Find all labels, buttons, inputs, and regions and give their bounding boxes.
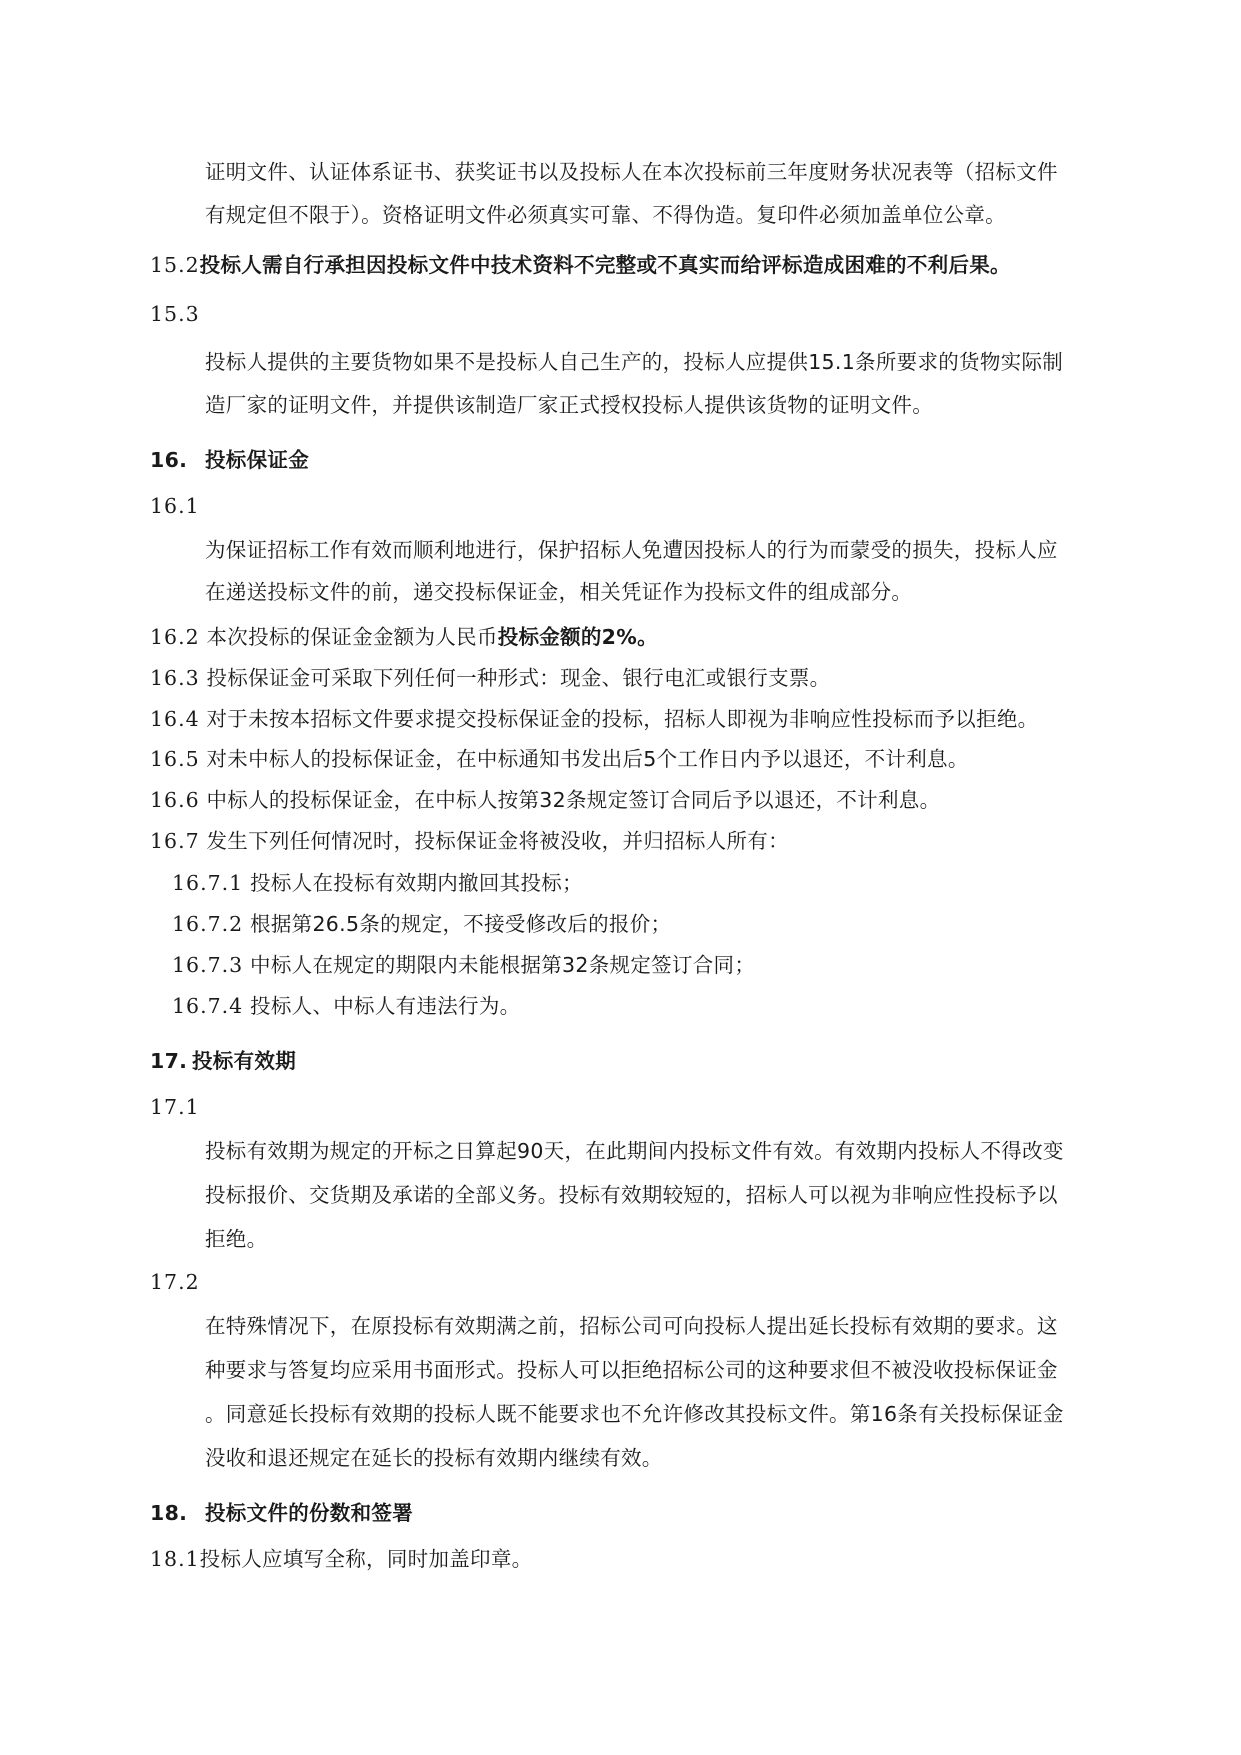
clause-16-7-1 xyxy=(172,869,583,897)
clause-15-2 xyxy=(150,251,1011,279)
clause-17-2-line-2: 种要求与答复均应采用书面形式。投标人可以拒绝招标公司的这种要求但不被没收投标保证金 xyxy=(205,1358,1058,1382)
clause-17-1-line-1: 投标有效期为规定的开标之日算起90天，在此期间内投标文件有效。有效期内投标人不得改变 xyxy=(205,1139,1064,1163)
clause-16-1-line-2: 在递送投标文件的前，递交投标保证金，相关凭证作为投标文件的组成部分。 xyxy=(205,580,913,604)
clause-16-4 xyxy=(150,705,1038,733)
clause-16-3 xyxy=(150,664,830,692)
clause-16-7-4 xyxy=(172,992,520,1020)
clause-16-1-line-1: 为保证招标工作有效而顺利地进行，保护招标人免遭因投标人的行为而蒙受的损失，投标人应 xyxy=(205,538,1058,562)
clause-16-5 xyxy=(150,745,969,773)
clause-15-3-number: 15.3 xyxy=(150,302,200,326)
clause-15-3-line-2: 造厂家的证明文件，并提供该制造厂家正式授权投标人提供该货物的证明文件。 xyxy=(205,393,933,417)
clause-15-3-line-1: 投标人提供的主要货物如果不是投标人自己生产的，投标人应提供15.1条所要求的货物实际制 xyxy=(205,350,1064,374)
clause-text: 中标人在规定的期限内未能根据第32条规定签订合同； xyxy=(250,953,756,977)
clause-number: 16.3 xyxy=(150,666,200,690)
clause-text: 发生下列任何情况时，投标保证金将被没收，并归招标人所有： xyxy=(206,829,789,853)
clause-text: 投标人应填写全称，同时加盖印章。 xyxy=(199,1547,533,1571)
clause-18-1 xyxy=(150,1545,532,1573)
clause-text: 投标保证金可采取下列任何一种形式：现金、银行电汇或银行支票。 xyxy=(206,666,831,690)
para-15-1-line-2: 有规定但不限于）。资格证明文件必须真实可靠、不得伪造。复印件必须加盖单位公章。 xyxy=(205,203,1006,227)
clause-text: 投标人、中标人有违法行为。 xyxy=(250,994,521,1018)
clause-16-7 xyxy=(150,827,789,855)
clause-17-2-line-3: 。同意延长投标有效期的投标人既不能要求也不允许修改其投标文件。第16条有关投标保证金 xyxy=(205,1402,1064,1426)
section-title: 投标有效期 xyxy=(192,1049,296,1073)
clause-number: 16.7.3 xyxy=(172,953,244,977)
clause-16-7-3 xyxy=(172,951,755,979)
section-title: 投标文件的份数和签署 xyxy=(205,1501,413,1525)
clause-number: 16.6 xyxy=(150,788,200,812)
clause-text: 本次投标的保证金金额为人民币 xyxy=(206,625,498,649)
clause-number: 16.5 xyxy=(150,747,200,771)
section-title: 投标保证金 xyxy=(205,448,309,472)
clause-text: 投标人在投标有效期内撤回其投标； xyxy=(250,871,583,895)
clause-16-7-2 xyxy=(172,910,671,938)
clause-text: 根据第26.5条的规定，不接受修改后的报价； xyxy=(250,912,672,936)
section-number: 16. xyxy=(150,448,188,472)
clause-17-2-line-4: 没收和退还规定在延长的投标有效期内继续有效。 xyxy=(205,1446,663,1470)
clause-number: 15.2 xyxy=(150,253,200,277)
clause-text: 对未中标人的投标保证金，在中标通知书发出后5个工作日内予以退还，不计利息。 xyxy=(206,747,969,771)
section-heading-18 xyxy=(150,1499,413,1527)
clause-text: 对于未按本招标文件要求提交投标保证金的投标，招标人即视为非响应性投标而予以拒绝。 xyxy=(206,707,1039,731)
clause-number: 18.1 xyxy=(150,1547,200,1571)
clause-17-1-line-3: 拒绝。 xyxy=(205,1227,268,1251)
section-heading-16 xyxy=(150,446,309,474)
clause-number: 16.7.4 xyxy=(172,994,244,1018)
clause-number: 16.7.2 xyxy=(172,912,244,936)
clause-16-2 xyxy=(150,623,658,651)
section-number: 17. xyxy=(150,1049,188,1073)
clause-17-2-number: 17.2 xyxy=(150,1270,200,1294)
clause-17-2-line-1: 在特殊情况下，在原投标有效期满之前，招标公司可向投标人提出延长投标有效期的要求。这 xyxy=(205,1314,1058,1338)
section-heading-17 xyxy=(150,1047,296,1075)
clause-text: 中标人的投标保证金，在中标人按第32条规定签订合同后予以退还，不计利息。 xyxy=(206,788,941,812)
clause-number: 16.7 xyxy=(150,829,200,853)
clause-17-1-number: 17.1 xyxy=(150,1095,200,1119)
clause-16-6 xyxy=(150,786,940,814)
clause-number: 16.4 xyxy=(150,707,200,731)
clause-number: 16.2 xyxy=(150,625,200,649)
clause-text-bold: 投标金额的2%。 xyxy=(497,625,658,649)
section-number: 18. xyxy=(150,1501,188,1525)
para-15-1-line-1: 证明文件、认证体系证书、获奖证书以及投标人在本次投标前三年度财务状况表等（招标文件 xyxy=(205,160,1058,184)
clause-text: 投标人需自行承担因投标文件中技术资料不完整或不真实而给评标造成困难的不利后果。 xyxy=(199,253,1011,277)
clause-17-1-line-2: 投标报价、交货期及承诺的全部义务。投标有效期较短的，招标人可以视为非响应性投标予以 xyxy=(205,1183,1058,1207)
clause-16-1-number: 16.1 xyxy=(150,494,200,518)
clause-number: 16.7.1 xyxy=(172,871,244,895)
